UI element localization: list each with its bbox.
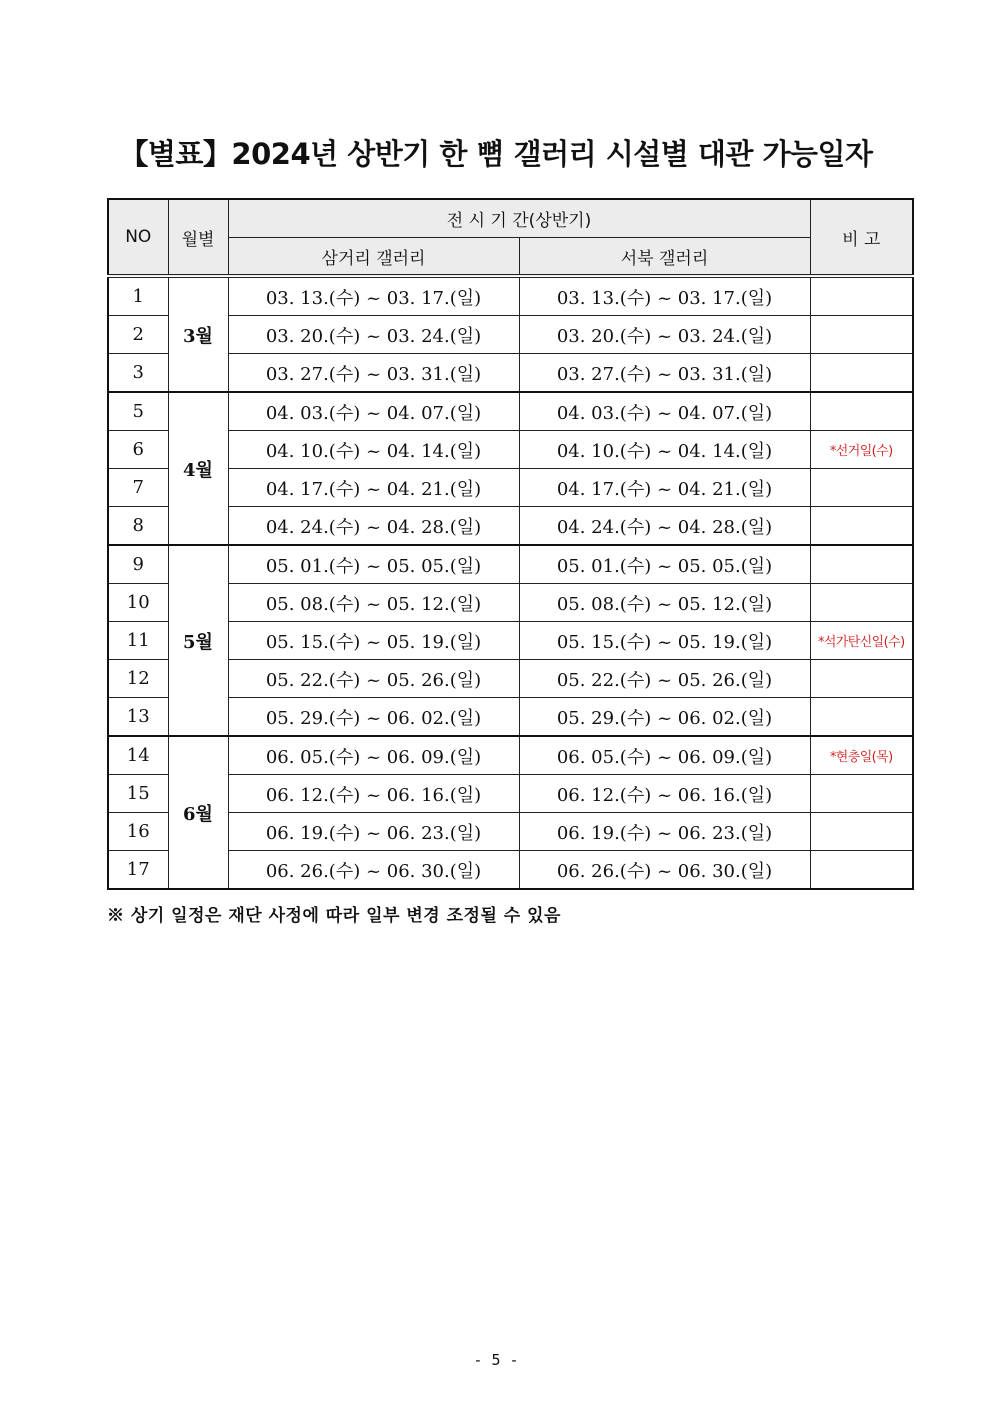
note-cell: *선거일(수) [810, 431, 913, 469]
row-number: 15 [108, 775, 168, 813]
note-cell [810, 545, 913, 584]
header-month: 월별 [168, 199, 228, 276]
seobuk-period: 03. 20.(수) ~ 03. 24.(일) [519, 316, 810, 354]
seobuk-period: 05. 08.(수) ~ 05. 12.(일) [519, 584, 810, 622]
header-samgeori-gallery: 삼거리 갤러리 [228, 238, 519, 277]
month-cell: 4월 [168, 392, 228, 545]
note-cell [810, 698, 913, 737]
row-number: 11 [108, 622, 168, 660]
table-row [108, 775, 913, 813]
seobuk-period: 04. 17.(수) ~ 04. 21.(일) [519, 469, 810, 507]
note-cell [810, 851, 913, 890]
row-number: 7 [108, 469, 168, 507]
samgeori-period: 04. 17.(수) ~ 04. 21.(일) [228, 469, 519, 507]
document-title: 【별표】2024년 상반기 한 뼘 갤러리 시설별 대관 가능일자 [119, 137, 873, 171]
table-row [108, 392, 913, 431]
seobuk-period: 06. 26.(수) ~ 06. 30.(일) [519, 851, 810, 890]
month-cell: 5월 [168, 545, 228, 736]
header-no: NO [108, 199, 168, 276]
samgeori-period: 04. 10.(수) ~ 04. 14.(일) [228, 431, 519, 469]
table-row [108, 660, 913, 698]
row-number: 3 [108, 354, 168, 393]
row-number: 5 [108, 392, 168, 431]
note-cell [810, 507, 913, 546]
samgeori-period: 06. 26.(수) ~ 06. 30.(일) [228, 851, 519, 890]
note-cell [810, 316, 913, 354]
table-row [108, 622, 913, 660]
note-cell: *석가탄신일(수) [810, 622, 913, 660]
seobuk-period: 04. 03.(수) ~ 04. 07.(일) [519, 392, 810, 431]
samgeori-period: 05. 22.(수) ~ 05. 26.(일) [228, 660, 519, 698]
row-number: 16 [108, 813, 168, 851]
month-cell: 6월 [168, 736, 228, 889]
note-cell: *현충일(목) [810, 736, 913, 775]
rental-schedule-table [107, 198, 914, 890]
page-number: - 5 - [473, 1351, 519, 1369]
header-seobuk-gallery: 서북 갤러리 [519, 238, 810, 277]
row-number: 9 [108, 545, 168, 584]
samgeori-period: 03. 20.(수) ~ 03. 24.(일) [228, 316, 519, 354]
row-number: 1 [108, 276, 168, 316]
note-cell [810, 276, 913, 316]
table-row [108, 354, 913, 393]
seobuk-period: 03. 27.(수) ~ 03. 31.(일) [519, 354, 810, 393]
seobuk-period: 05. 01.(수) ~ 05. 05.(일) [519, 545, 810, 584]
samgeori-period: 05. 15.(수) ~ 05. 19.(일) [228, 622, 519, 660]
footnote: ※ 상기 일정은 재단 사정에 따라 일부 변경 조정될 수 있음 [107, 906, 561, 926]
table-row [108, 276, 913, 316]
seobuk-period: 04. 10.(수) ~ 04. 14.(일) [519, 431, 810, 469]
header-note: 비 고 [810, 199, 913, 276]
samgeori-period: 03. 13.(수) ~ 03. 17.(일) [228, 276, 519, 316]
table-row [108, 698, 913, 737]
table-row [108, 813, 913, 851]
table-row [108, 431, 913, 469]
row-number: 8 [108, 507, 168, 546]
table-row [108, 316, 913, 354]
samgeori-period: 06. 12.(수) ~ 06. 16.(일) [228, 775, 519, 813]
table-row [108, 545, 913, 584]
samgeori-period: 06. 05.(수) ~ 06. 09.(일) [228, 736, 519, 775]
note-cell [810, 775, 913, 813]
seobuk-period: 05. 29.(수) ~ 06. 02.(일) [519, 698, 810, 737]
samgeori-period: 04. 24.(수) ~ 04. 28.(일) [228, 507, 519, 546]
table-row [108, 584, 913, 622]
note-cell [810, 392, 913, 431]
row-number: 2 [108, 316, 168, 354]
seobuk-period: 05. 22.(수) ~ 05. 26.(일) [519, 660, 810, 698]
seobuk-period: 03. 13.(수) ~ 03. 17.(일) [519, 276, 810, 316]
header-exhibition-period: 전 시 기 간(상반기) [228, 199, 810, 238]
seobuk-period: 04. 24.(수) ~ 04. 28.(일) [519, 507, 810, 546]
row-number: 13 [108, 698, 168, 737]
row-number: 12 [108, 660, 168, 698]
table-row [108, 507, 913, 546]
samgeori-period: 06. 19.(수) ~ 06. 23.(일) [228, 813, 519, 851]
note-cell [810, 813, 913, 851]
seobuk-period: 06. 05.(수) ~ 06. 09.(일) [519, 736, 810, 775]
samgeori-period: 04. 03.(수) ~ 04. 07.(일) [228, 392, 519, 431]
seobuk-period: 06. 12.(수) ~ 06. 16.(일) [519, 775, 810, 813]
samgeori-period: 05. 01.(수) ~ 05. 05.(일) [228, 545, 519, 584]
row-number: 10 [108, 584, 168, 622]
note-cell [810, 469, 913, 507]
table-row [108, 736, 913, 775]
samgeori-period: 05. 08.(수) ~ 05. 12.(일) [228, 584, 519, 622]
samgeori-period: 03. 27.(수) ~ 03. 31.(일) [228, 354, 519, 393]
note-cell [810, 660, 913, 698]
row-number: 14 [108, 736, 168, 775]
month-cell: 3월 [168, 276, 228, 392]
table-row [108, 851, 913, 890]
table-row [108, 469, 913, 507]
samgeori-period: 05. 29.(수) ~ 06. 02.(일) [228, 698, 519, 737]
seobuk-period: 05. 15.(수) ~ 05. 19.(일) [519, 622, 810, 660]
row-number: 17 [108, 851, 168, 890]
note-cell [810, 354, 913, 393]
seobuk-period: 06. 19.(수) ~ 06. 23.(일) [519, 813, 810, 851]
note-cell [810, 584, 913, 622]
row-number: 6 [108, 431, 168, 469]
